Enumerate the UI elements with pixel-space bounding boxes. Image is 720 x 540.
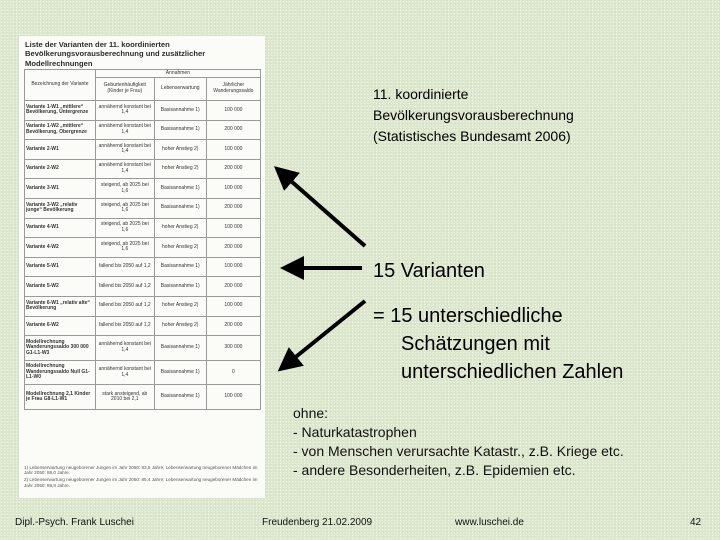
exclusions-list <box>293 404 713 480</box>
cell-life: Basisannahme 1) <box>154 101 206 121</box>
heading-line: 11. koordinierte <box>373 86 469 102</box>
cell-migration: 100 000 <box>206 179 260 199</box>
cell-birth: fallend bis 2050 auf 1,2 <box>95 316 154 336</box>
cell-birth: steigend, ab 2025 bei 1,6 <box>95 218 154 238</box>
cell-name: Variante 1-W1 „mittlere“ Bevölkerung, Untergrenze <box>25 101 96 121</box>
estimates-line: Schätzungen mit <box>401 333 550 355</box>
cell-migration: 200 000 <box>206 198 260 218</box>
cell-life: Basisannahme 1) <box>154 179 206 199</box>
cell-life: hoher Anstieg 2) <box>154 159 206 179</box>
cell-name: Variante 2-W2 <box>25 159 96 179</box>
cell-birth: annähernd konstant bei 1,4 <box>95 360 154 385</box>
cell-life: Basisannahme 1) <box>154 336 206 361</box>
footer-author: Dipl.-Psych. Frank Luschei <box>15 517 134 528</box>
footnote: 1) Lebenserwartung neugeborener Jungen im Jahr 2050: 83,5 Jahre; Lebenserwartung neugeborener Mädchen im Jahr 2050: 88,0 Jahre. <box>24 465 258 476</box>
cell-migration: 200 000 <box>206 316 260 336</box>
cell-migration: 100 000 <box>206 218 260 238</box>
heading-line: Bevölkerungsvorausberechnung <box>373 107 574 123</box>
cell-name: Variante 3-W1 <box>25 179 96 199</box>
cell-life: hoher Anstieg 2) <box>154 238 206 258</box>
cell-life: Basisannahme 1) <box>154 257 206 277</box>
document-title: Liste der Varianten der 11. koordinierten Bevölkerungsvorausberechnung und zusätzlicher Modellrechnungen <box>25 40 206 68</box>
footer-page-number: 42 <box>690 517 702 528</box>
cell-life: Basisannahme 1) <box>154 360 206 385</box>
exclusion-item: - Naturkatastrophen <box>293 424 417 440</box>
cell-migration: 0 <box>206 360 260 385</box>
cell-name: Variante 4-W1 <box>25 218 96 238</box>
cell-life: Basisannahme 1) <box>154 277 206 297</box>
cell-migration: 100 000 <box>206 385 260 410</box>
footer-url: www.luschei.de <box>455 517 524 528</box>
estimates-line: = 15 unterschiedliche <box>373 305 563 327</box>
exclusion-item: - andere Besonderheiten, z.B. Epidemien etc. <box>293 462 576 478</box>
col-header-birth: Geburtenhäufigkeit (Kinder je Frau) <box>95 78 154 101</box>
cell-birth: steigend, ab 2025 bei 1,6 <box>95 198 154 218</box>
cell-name: Modellrechnung 2,1 Kinder je Frau G8-L1-W1 <box>25 385 96 410</box>
cell-birth: fallend bis 2050 auf 1,2 <box>95 296 154 316</box>
cell-migration: 300 000 <box>206 336 260 361</box>
cell-life: Basisannahme 1) <box>154 385 206 410</box>
cell-migration: 200 000 <box>206 159 260 179</box>
cell-life: hoher Anstieg 2) <box>154 296 206 316</box>
cell-life: hoher Anstieg 2) <box>154 140 206 160</box>
cell-name: Variante 1-W2 „mittlere“ Bevölkerung, Obergrenze <box>25 120 96 140</box>
estimates-text <box>373 302 703 386</box>
cell-name: Variante 4-W2 <box>25 238 96 258</box>
exclusions-title: ohne: <box>293 405 329 421</box>
cell-name: Variante 6-W2 <box>25 316 96 336</box>
cell-birth: annähernd konstant bei 1,4 <box>95 140 154 160</box>
col-header-name: Bezeichnung der Variante <box>25 70 96 101</box>
cell-migration: 200 000 <box>206 277 260 297</box>
cell-life: hoher Anstieg 2) <box>154 218 206 238</box>
arrow-up-left <box>283 174 365 246</box>
cell-migration: 200 000 <box>206 238 260 258</box>
heading <box>373 84 673 147</box>
cell-birth: steigend, ab 2025 bei 1,6 <box>95 238 154 258</box>
cell-birth: annähernd konstant bei 1,4 <box>95 159 154 179</box>
cell-name: Modellrechnung Wanderungssaldo Null G1-L1-W0 <box>25 360 96 385</box>
cell-birth: annähernd konstant bei 1,4 <box>95 336 154 361</box>
cell-birth: fallend bis 2050 auf 1,2 <box>95 257 154 277</box>
footnote: 2) Lebenserwartung neugeborener Jungen im Jahr 2050: 85,4 Jahre; Lebenserwartung neugeborener Mädchen im Jahr 2050: 89,8 Jahre. <box>24 477 258 488</box>
cell-name: Modellrechnung Wanderungssaldo 300 000 G1-L1-W3 <box>25 336 96 361</box>
cell-name: Variante 5-W1 <box>25 257 96 277</box>
cell-birth: annähernd konstant bei 1,4 <box>95 101 154 121</box>
arrow-down-left <box>287 301 365 364</box>
heading-line: (Statistisches Bundesamt 2006) <box>373 128 571 144</box>
cell-birth: steigend, ab 2025 bei 1,6 <box>95 179 154 199</box>
cell-migration: 100 000 <box>206 257 260 277</box>
cell-birth: annähernd konstant bei 1,4 <box>95 120 154 140</box>
cell-migration: 100 000 <box>206 140 260 160</box>
cell-name: Variante 5-W2 <box>25 277 96 297</box>
cell-life: hoher Anstieg 2) <box>154 316 206 336</box>
cell-life: Basisannahme 1) <box>154 198 206 218</box>
cell-birth: fallend bis 2050 auf 1,2 <box>95 277 154 297</box>
cell-migration: 100 000 <box>206 101 260 121</box>
variants-count-text: 15 Varianten <box>373 260 485 282</box>
footer-place-date: Freudenberg 21.02.2009 <box>262 517 373 528</box>
cell-birth: stark ansteigend, ab 2010 bei 2,1 <box>95 385 154 410</box>
col-header-group: Annahmen <box>95 70 260 78</box>
col-header-migration: Jährlicher Wanderungssaldo <box>206 78 260 101</box>
cell-name: Variante 3-W2 „relativ junge“ Bevölkerung <box>25 198 96 218</box>
cell-name: Variante 6-W1 „relativ alte“ Bevölkerung <box>25 296 96 316</box>
cell-migration: 100 000 <box>206 296 260 316</box>
cell-migration: 200 000 <box>206 120 260 140</box>
exclusion-item: - von Menschen verursachte Katastr., z.B. Kriege etc. <box>293 443 624 459</box>
col-header-life: Lebenserwartung <box>154 78 206 101</box>
cell-name: Variante 2-W1 <box>25 140 96 160</box>
cell-life: Basisannahme 1) <box>154 120 206 140</box>
estimates-line: unterschiedlichen Zahlen <box>401 361 624 383</box>
